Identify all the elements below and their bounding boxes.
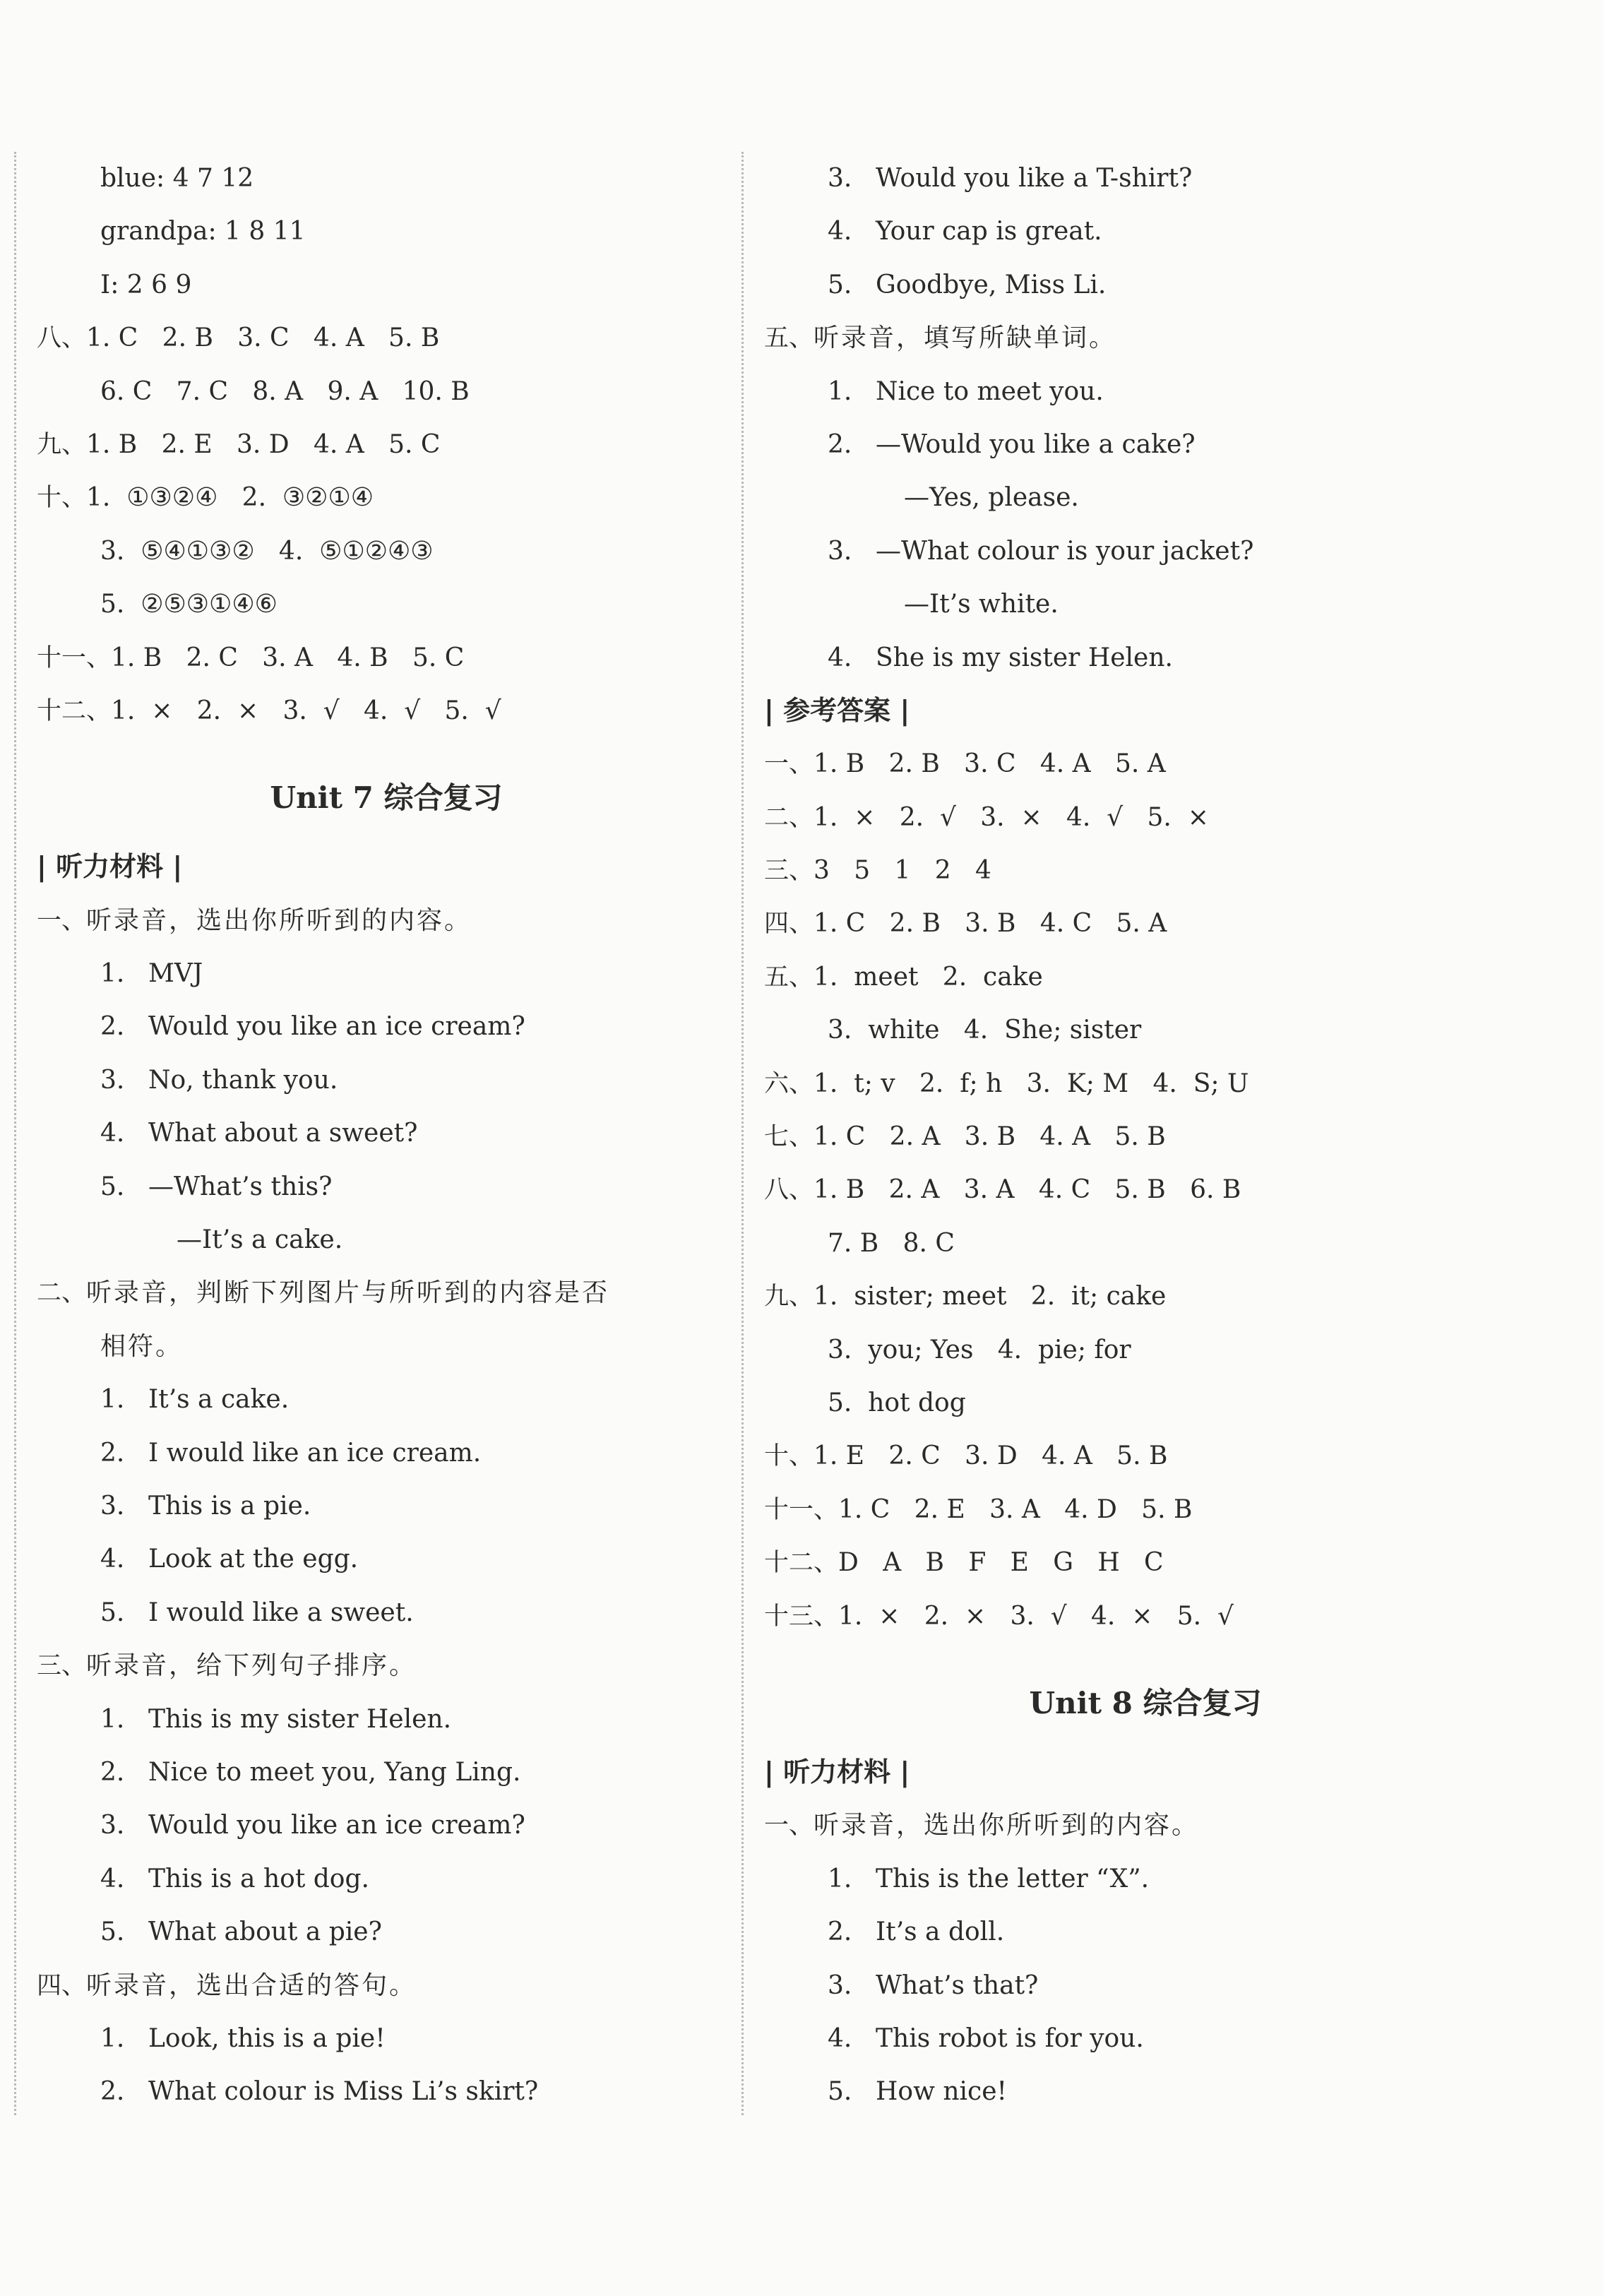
item-number: 1. <box>100 2023 125 2053</box>
item-number: 5. <box>828 2077 852 2107</box>
section-number: 五、 <box>764 963 814 992</box>
answer-text: 3. you; Yes 4. pie; for <box>828 1335 1131 1364</box>
answer-line <box>764 844 1527 897</box>
item-text: It’s a cake. <box>148 1385 290 1415</box>
listening-item <box>37 1586 736 1639</box>
listening-item <box>37 1746 736 1799</box>
item-number: 4. <box>100 1545 125 1574</box>
item-number: 5. <box>100 1172 125 1201</box>
answer-text: 3 5 1 2 4 <box>814 856 991 886</box>
listening-label: | 听力材料 | <box>37 851 183 883</box>
item-number: 3. <box>828 164 852 193</box>
listening-item <box>37 1373 736 1426</box>
section-number: 四、 <box>37 1971 87 2000</box>
listening-item <box>764 205 1527 258</box>
answer-line <box>37 631 736 684</box>
answer-text: 5. hot dog <box>828 1388 966 1417</box>
section-number: 一、 <box>37 906 87 935</box>
listening-item <box>764 258 1527 311</box>
section-number: 二、 <box>764 803 814 832</box>
item-text: What about a pie? <box>148 1917 382 1947</box>
answer-text: 1. ①③②④ 2. ③②①④ <box>86 483 374 513</box>
answer-line <box>37 684 736 737</box>
item-text: Would you like an ice cream? <box>148 1811 525 1840</box>
item-text: It’s a doll. <box>876 1917 1005 1947</box>
listening-item <box>37 1107 736 1160</box>
answer-text: 7. B 8. C <box>828 1228 955 1258</box>
answer-line <box>764 1536 1527 1589</box>
listening-item <box>37 2012 736 2065</box>
answer-line <box>764 737 1527 790</box>
item-text: This is a hot dog. <box>148 1864 369 1893</box>
section-number: 八、 <box>37 324 87 353</box>
answer-line <box>764 951 1527 1004</box>
answer-text: 6. C 7. C 8. A 9. A 10. B <box>100 376 470 406</box>
listening-item <box>37 1533 736 1586</box>
spacer <box>764 1643 1527 1661</box>
section-number: 二、 <box>37 1279 87 1308</box>
question-heading <box>764 1799 1527 1852</box>
listening-item <box>37 1693 736 1746</box>
item-number: 2. <box>100 1438 125 1468</box>
item-number: 4. <box>100 1864 125 1893</box>
question-instruction: 听录音，判断下列图片与所听到的内容是否 <box>86 1278 610 1308</box>
section-number: 十一、 <box>764 1495 839 1524</box>
answer-line <box>764 1429 1527 1482</box>
item-number: 2. <box>100 2077 125 2107</box>
item-text: I would like an ice cream. <box>148 1438 482 1468</box>
item-number: 5. <box>100 1598 125 1627</box>
item-number: 3. <box>100 1065 125 1095</box>
answer-text: 1. B 2. E 3. D 4. A 5. C <box>86 429 441 459</box>
item-number: 4. <box>828 2023 852 2053</box>
item-number: 1. <box>100 959 125 989</box>
item-text: Nice to meet you. <box>876 376 1104 406</box>
item-text: Nice to meet you, Yang Ling. <box>148 1757 521 1787</box>
answer-text: 1. C 2. E 3. A 4. D 5. B <box>838 1494 1193 1524</box>
listening-item <box>764 1959 1527 2012</box>
question-heading <box>37 1266 736 1319</box>
item-number: 3. <box>828 1970 852 2000</box>
question-instruction: 听录音，给下列句子排序。 <box>86 1651 417 1681</box>
section-number: 十、 <box>764 1442 814 1471</box>
item-number: 2. <box>100 1012 125 1042</box>
section-number: 一、 <box>764 1812 814 1840</box>
item-text: Look, this is a pie! <box>148 2023 386 2053</box>
listening-item <box>37 1427 736 1480</box>
answer-text: 1. sister; meet 2. it; cake <box>814 1282 1167 1311</box>
answer-text: 1. × 2. √ 3. × 4. √ 5. × <box>814 802 1209 832</box>
listening-item <box>764 152 1527 205</box>
listening-item <box>37 1799 736 1852</box>
question-heading <box>37 1639 736 1692</box>
answer-line <box>764 1163 1527 1216</box>
item-text: Would you like a T-shirt? <box>876 164 1193 193</box>
section-number: 七、 <box>764 1123 814 1152</box>
item-number: 5. <box>100 1917 125 1947</box>
answer-line <box>37 311 736 364</box>
section-number: 九、 <box>764 1283 814 1311</box>
item-text: MVJ <box>148 959 203 989</box>
listening-item <box>37 1160 736 1213</box>
word-group-line: blue: 4 7 12 <box>100 164 254 193</box>
left-column <box>37 152 736 2119</box>
answer-text: 1. meet 2. cake <box>814 962 1043 992</box>
item-text: —What colour is your jacket? <box>876 536 1254 566</box>
section-number: 十一、 <box>37 643 112 672</box>
item-text: How nice! <box>876 2077 1007 2107</box>
listening-item <box>37 2065 736 2118</box>
item-text: Your cap is great. <box>876 217 1102 246</box>
item-number: 5. <box>828 270 852 299</box>
listening-item <box>764 525 1527 578</box>
item-number: 1. <box>828 1864 852 1893</box>
item-text: I would like a sweet. <box>148 1598 414 1627</box>
listening-item <box>37 1852 736 1905</box>
left-margin-line <box>14 152 16 2115</box>
listening-label: | 听力材料 | <box>764 1756 910 1788</box>
section-number: 六、 <box>764 1069 814 1098</box>
listening-item <box>764 1852 1527 1905</box>
word-group-line: I: 2 6 9 <box>100 270 192 299</box>
listening-item-cont: —Yes, please. <box>904 483 1079 513</box>
item-number: 4. <box>828 217 852 246</box>
answer-text: 1. × 2. × 3. √ 4. × 5. √ <box>838 1601 1234 1631</box>
answer-text: 1. B 2. C 3. A 4. B 5. C <box>111 643 465 672</box>
answer-line <box>37 578 736 631</box>
section-number: 一、 <box>764 750 814 779</box>
answer-line <box>764 897 1527 950</box>
listening-item <box>37 1905 736 1958</box>
item-number: 2. <box>100 1757 125 1787</box>
listening-item-cont: —It’s a cake. <box>177 1225 343 1255</box>
question-instruction: 听录音，选出你所听到的内容。 <box>86 905 472 935</box>
listening-item <box>37 947 736 1000</box>
item-text: This robot is for you. <box>876 2023 1144 2053</box>
answer-line <box>764 1270 1527 1323</box>
answer-line <box>764 1324 1527 1376</box>
spacer <box>37 737 736 756</box>
question-heading <box>37 1959 736 2012</box>
item-number: 3. <box>100 1811 125 1840</box>
answer-text: 5. ②⑤③①④⑥ <box>100 590 278 619</box>
answer-line <box>764 1376 1527 1429</box>
item-number: 2. <box>828 429 852 459</box>
item-number: 1. <box>100 1385 125 1415</box>
answer-text: 1. t; v 2. f; h 3. K; M 4. S; U <box>814 1069 1249 1098</box>
item-text: What colour is Miss Li’s skirt? <box>148 2077 539 2107</box>
listening-item <box>764 2012 1527 2065</box>
item-text: She is my sister Helen. <box>876 643 1173 672</box>
answer-text: 1. B 2. B 3. C 4. A 5. A <box>814 749 1166 779</box>
item-number: 3. <box>100 1491 125 1521</box>
answer-text: 1. C 2. B 3. B 4. C 5. A <box>814 909 1167 939</box>
answers-label: | 参考答案 | <box>764 694 910 726</box>
item-number: 1. <box>828 376 852 406</box>
answer-text: 1. E 2. C 3. D 4. A 5. B <box>814 1441 1168 1471</box>
listening-item <box>37 1054 736 1107</box>
item-number: 2. <box>828 1917 852 1947</box>
answer-text: 1. × 2. × 3. √ 4. √ 5. √ <box>111 696 501 725</box>
section-number: 十三、 <box>764 1602 839 1631</box>
item-text: No, thank you. <box>148 1065 338 1095</box>
item-text: What about a sweet? <box>148 1119 418 1148</box>
answer-line <box>764 1110 1527 1163</box>
listening-item <box>764 631 1527 684</box>
item-text: Would you like an ice cream? <box>148 1012 525 1042</box>
section-number: 十二、 <box>764 1549 839 1578</box>
section-number: 四、 <box>764 910 814 939</box>
listening-item <box>764 2065 1527 2118</box>
answer-line <box>764 1483 1527 1536</box>
right-column <box>764 152 1527 2119</box>
item-text: —Would you like a cake? <box>876 429 1196 459</box>
question-heading <box>37 894 736 947</box>
item-text: Goodbye, Miss Li. <box>876 270 1107 299</box>
word-group-line: grandpa: 1 8 11 <box>100 217 306 246</box>
answer-line <box>37 418 736 471</box>
item-text: This is the letter “X”. <box>876 1864 1150 1893</box>
answer-text: 1. C 2. A 3. B 4. A 5. B <box>814 1122 1166 1152</box>
item-text: —What’s this? <box>148 1172 333 1201</box>
question-instruction: 听录音，选出合适的答句。 <box>86 1970 417 2000</box>
answer-line <box>764 791 1527 844</box>
item-text: What’s that? <box>876 1970 1039 2000</box>
answer-text: 1. B 2. A 3. A 4. C 5. B 6. B <box>814 1175 1241 1205</box>
section-number: 三、 <box>764 857 814 886</box>
item-text: This is a pie. <box>148 1491 311 1521</box>
question-instruction: 听录音，填写所缺单词。 <box>814 323 1117 353</box>
section-number: 九、 <box>37 430 87 459</box>
answer-line <box>37 471 736 524</box>
item-number: 3. <box>828 536 852 566</box>
item-text: This is my sister Helen. <box>148 1704 452 1734</box>
listening-item <box>764 365 1527 418</box>
section-number: 十、 <box>37 484 87 513</box>
answer-text: 3. ⑤④①③② 4. ⑤①②④③ <box>100 536 434 566</box>
item-number: 4. <box>828 643 852 672</box>
answer-text: 1. C 2. B 3. C 4. A 5. B <box>86 323 440 353</box>
column-divider <box>741 152 744 2115</box>
answer-line <box>764 1217 1527 1270</box>
answer-line <box>764 1590 1527 1643</box>
section-number: 八、 <box>764 1176 814 1205</box>
unit-title: Unit 8 综合复习 <box>1029 1685 1262 1720</box>
item-number: 1. <box>100 1704 125 1734</box>
listening-item <box>37 1000 736 1053</box>
question-instruction-cont: 相符。 <box>100 1331 184 1361</box>
listening-item-cont: —It’s white. <box>904 590 1059 619</box>
answer-line <box>764 1004 1527 1057</box>
item-number: 4. <box>100 1119 125 1148</box>
listening-item <box>37 1480 736 1533</box>
unit-title: Unit 7 综合复习 <box>270 780 503 816</box>
section-number: 三、 <box>37 1652 87 1681</box>
section-number: 十二、 <box>37 696 112 725</box>
answer-line <box>37 365 736 418</box>
listening-item <box>764 1905 1527 1958</box>
answer-text: D A B F E G H C <box>838 1548 1164 1578</box>
question-instruction: 听录音，选出你所听到的内容。 <box>814 1811 1200 1840</box>
question-heading <box>764 311 1527 364</box>
item-text: Look at the egg. <box>148 1545 359 1574</box>
answer-text: 3. white 4. She; sister <box>828 1016 1142 1045</box>
section-number: 五、 <box>764 324 814 353</box>
listening-item <box>764 418 1527 471</box>
answer-line <box>764 1057 1527 1110</box>
answer-line <box>37 525 736 578</box>
